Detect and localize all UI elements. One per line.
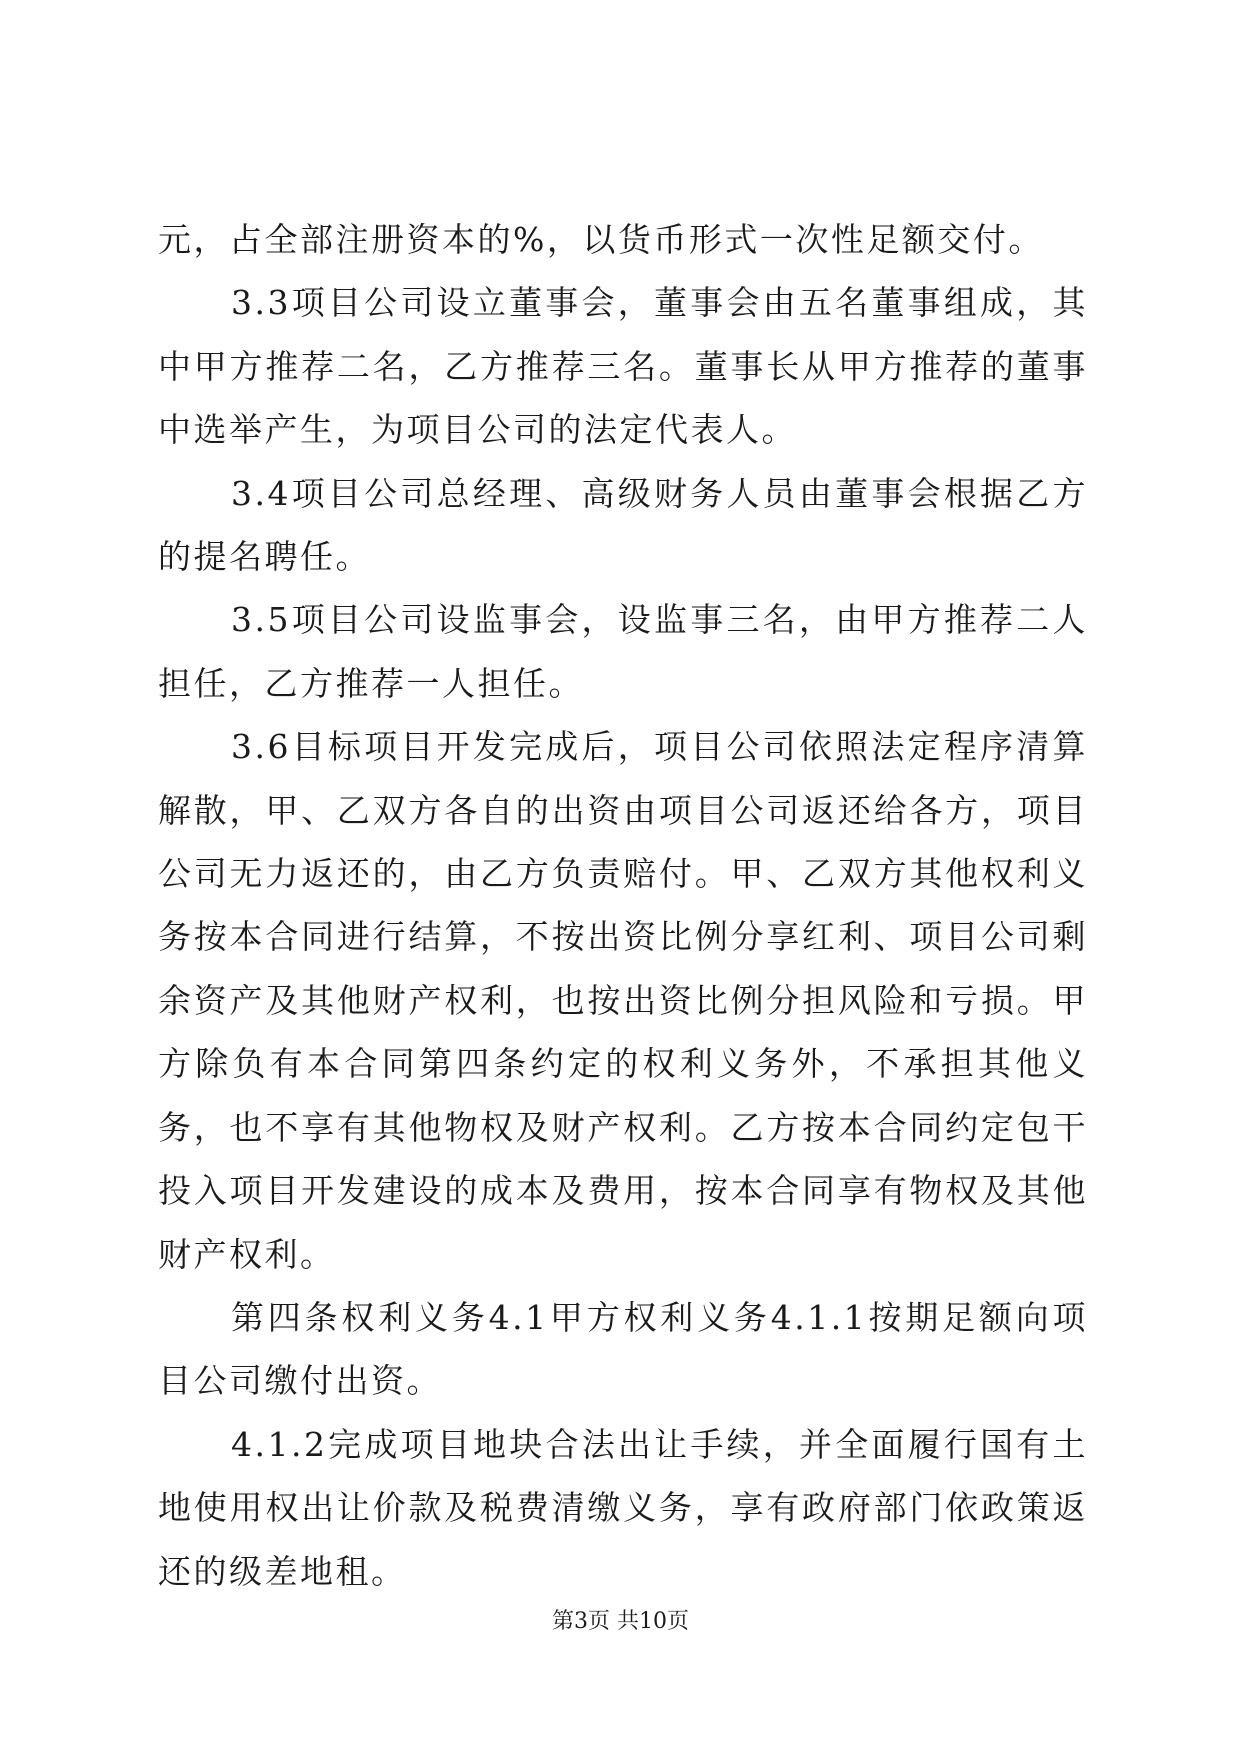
paragraph-clause-3-3: 3.3项目公司设立董事会，董事会由五名董事组成，其中甲方推荐二名，乙方推荐三名。董事长从甲方推荐的董事中选举产生，为项目公司的法定代表人。 [158, 283, 1088, 450]
paragraph-clause-3-6: 3.6目标项目开发完成后，项目公司依照法定程序清算解散，甲、乙双方各自的出资由项目公司返还给各方，项目公司无力返还的，由乙方负责赔付。甲、乙双方其他权利义务按本合同进行结算，不按出资比例分享红利、项目公司剩余资产及其他财产权利，也按出资比例分担风险和亏损。甲方除负有本合同第四条约定的权利义务外，不承担其他义务，也不享有其他物权及财产权利。乙方按本合同约定包干投入项目开发建设的成本及费用，按本合同享有物权及其他财产权利。 [158, 727, 1088, 1274]
paragraph-1: 元，占全部注册资本的%，以货币形式一次性足额交付。 [158, 220, 1044, 259]
paragraph-clause-3-5: 3.5项目公司设监事会，设监事三名，由甲方推荐二人担任，乙方推荐一人担任。 [158, 600, 1088, 703]
page-number-footer: 第3页 共10页 [552, 1609, 689, 1634]
paragraph-clause-3-4: 3.4项目公司总经理、高级财务人员由董事会根据乙方的提名聘任。 [158, 473, 1088, 577]
paragraph-clause-4-1-2: 4.1.2完成项目地块合法出让手续，并全面履行国有土地使用权出让价款及税费清缴义务，享有政府部门依政策返还的级差地租。 [158, 1424, 1088, 1591]
document-body [158, 208, 1088, 1603]
paragraph-article-4: 第四条权利义务4.1甲方权利义务4.1.1按期足额向项目公司缴付出资。 [158, 1297, 1088, 1401]
